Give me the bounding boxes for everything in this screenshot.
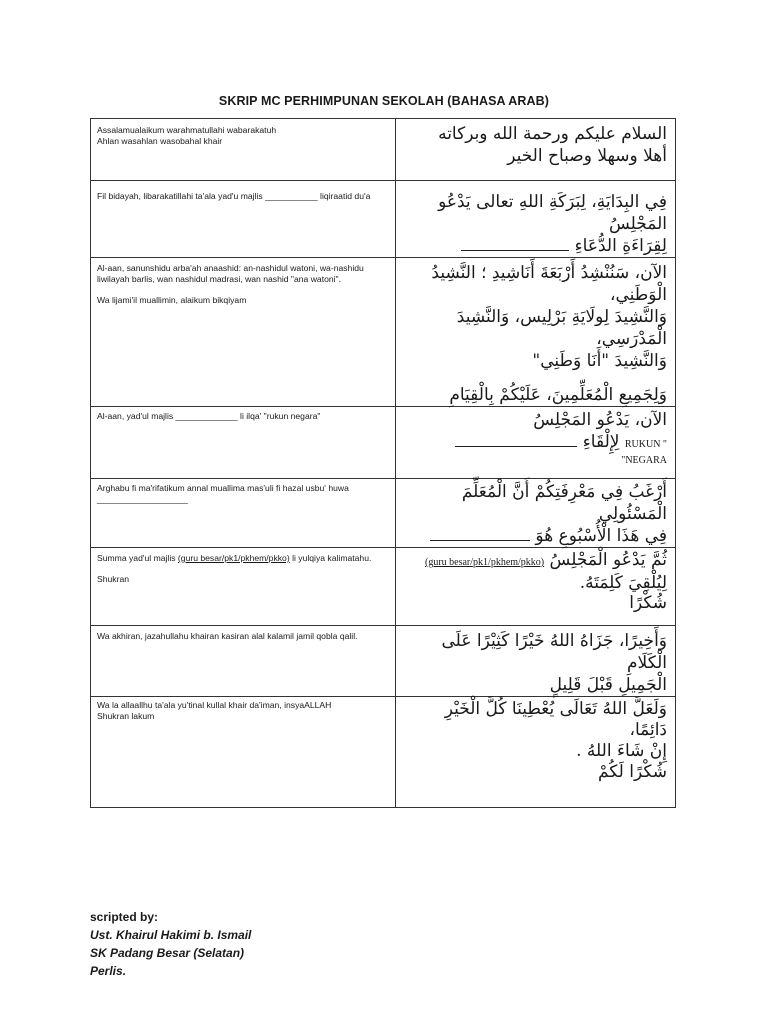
arabic-line: أَرْغَبُ فِي مَعْرِفَتِكُمْ أَنَّ الْمُعَلِّمَ الْمَسْئُولِي xyxy=(461,482,667,524)
rumi-line: Shukran lakum xyxy=(97,711,155,721)
rumi-cell xyxy=(91,258,396,407)
table-row xyxy=(91,548,676,626)
table-row xyxy=(91,119,676,181)
arabic-line: الآن، يَدْعُو المَجْلِسُ xyxy=(533,410,667,430)
rumi-paragraph: Wa lijami'il muallimin, alaikum bikqiyam xyxy=(97,295,247,305)
script-table xyxy=(90,118,676,808)
arabic-line: شُكْرًا xyxy=(629,593,667,613)
rumi-underlined: (guru besar/pk1/pkhem/pkko) xyxy=(177,553,290,563)
arabic-text: لِقِرَاءَةِ الدُّعَاءِ xyxy=(574,236,667,256)
arabic-cell xyxy=(396,181,676,258)
arabic-line: الآن، سَنُنْشِدُ أَرْبَعَةَ أَنَاشِيدِ ؛ النَّشِيدُ الْوَطَنِي، xyxy=(431,263,667,305)
arabic-line: السلام عليكم ورحمة الله وبركاته xyxy=(438,124,667,144)
table-row xyxy=(91,626,676,697)
rumi-cell xyxy=(91,479,396,548)
arabic-line: إِنْ شَاءَ اللهُ . xyxy=(576,741,667,761)
arabic-cell xyxy=(396,119,676,181)
table-row xyxy=(91,258,676,407)
rumi-paragraph: Al-aan, sanunshidu arba'ah anaashid: an-nashidul watoni, wa-nashidu liwilayah barlis, wan nashidul madrasi, wan nashid "ana watoni". xyxy=(97,263,364,284)
arabic-cell xyxy=(396,407,676,479)
arabic-line: وَالنَّشِيدَ لِولَايَةِ بَرْلِيس، وَالنَّشِيدَ الْمَدْرَسِي، xyxy=(456,307,667,349)
rumi-cell xyxy=(91,626,396,697)
roles-label: (guru besar/pk1/pkhem/pkko) xyxy=(425,557,545,568)
arabic-text: لِإِلْقَاءِ xyxy=(582,432,620,452)
rumi-line: Fil bidayah, libarakatillahi ta'ala yad'u majlis ___________ liqiraatid du'a xyxy=(97,191,371,201)
table-row xyxy=(91,697,676,808)
arabic-line xyxy=(402,431,667,456)
table-row xyxy=(91,479,676,548)
script-credit xyxy=(90,908,251,980)
arabic-line xyxy=(402,525,667,547)
arabic-text: فِي هَذَا الْأُسْبُوعِ هُوَ xyxy=(535,526,667,546)
rumi-text: Summa yad'ul majlis xyxy=(97,553,178,563)
rumi-cell xyxy=(91,181,396,258)
rumi-line: Al-aan, yad'ul majlis _____________ li ilqa' "rukun negara" xyxy=(97,411,321,421)
arabic-line: فِي البِدَايَةِ، لِبَرَكَةِ اللهِ تعالى يَدْعُو المَجْلِسُ xyxy=(438,192,667,234)
negara-label: "NEGARA xyxy=(621,455,667,466)
rumi-line: Arghabu fi ma'rifatikum annal muallima mas'uli fi hazal usbu' huwa ___________________ xyxy=(97,483,349,504)
arabic-cell xyxy=(396,548,676,626)
arabic-line: لِيُلْقِيَ كَلِمَتَهُ. xyxy=(579,573,667,593)
blank-line xyxy=(455,432,577,447)
page-title: SKRIP MC PERHIMPUNAN SEKOLAH (BAHASA ARAB) xyxy=(218,94,550,108)
rumi-line: Ahlan wasahlan wasobahal khair xyxy=(97,136,223,146)
arabic-cell xyxy=(396,258,676,407)
author-name: Ust. Khairul Hakimi b. Ismail xyxy=(90,928,252,942)
school-name: SK Padang Besar (Selatan) xyxy=(90,946,245,960)
arabic-line: أهلا وسهلا وصباح الخير xyxy=(507,146,667,166)
arabic-line: وَالنَّشِيدَ "أَنَا وَطَنِي" xyxy=(532,351,667,371)
arabic-line: وَلِجَمِيعِ الْمُعَلِّمِينَ، عَلَيْكُمْ بِالْقِيَامِ xyxy=(449,385,667,405)
credit-label: scripted by: xyxy=(90,910,159,924)
arabic-line: وَلَعَلَّ اللهُ تَعَالَى يُعْطِينَا كُلَّ الْخَيْرِ دَائِمًا، xyxy=(444,699,667,740)
rumi-cell xyxy=(91,407,396,479)
arabic-line: الْجَمِيلِ قَبْلَ قَلِيلٍ xyxy=(549,675,667,695)
rumi-paragraph: Shukran xyxy=(97,574,130,584)
arabic-line: وَأَخِيرًا، جَزَاهُ اللهُ خَيْرًا كَثِيْرًا عَلَى الْكَلَامِ xyxy=(441,631,667,673)
rumi-text: li yulqiya kalimatahu. xyxy=(289,553,372,563)
arabic-cell xyxy=(396,479,676,548)
rukun-label: RUKUN " xyxy=(624,439,667,450)
state-name: Perlis. xyxy=(90,964,127,978)
arabic-line: شُكْرًا لَكُمْ xyxy=(597,762,667,782)
table-row xyxy=(91,407,676,479)
table-row xyxy=(91,181,676,258)
rumi-line: Assalamualaikum warahmatullahi wabarakatuh xyxy=(97,125,277,135)
rumi-cell xyxy=(91,548,396,626)
rumi-line: Wa akhiran, jazahullahu khairan kasiran alal kalamil jamil qobla qalil. xyxy=(97,631,358,641)
arabic-cell xyxy=(396,697,676,808)
arabic-line xyxy=(402,550,667,573)
arabic-cell xyxy=(396,626,676,697)
arabic-text: ثُمَّ يَدْعُو الْمَجْلِسُ xyxy=(549,550,667,570)
blank-line xyxy=(430,526,530,541)
rumi-cell xyxy=(91,697,396,808)
rumi-line: Wa la allaallhu ta'ala yu'tinal kullal khair da'iman, insyaALLAH xyxy=(97,700,332,710)
rumi-paragraph xyxy=(97,553,389,564)
rumi-cell xyxy=(91,119,396,181)
blank-line xyxy=(461,236,569,251)
arabic-line xyxy=(402,235,667,257)
